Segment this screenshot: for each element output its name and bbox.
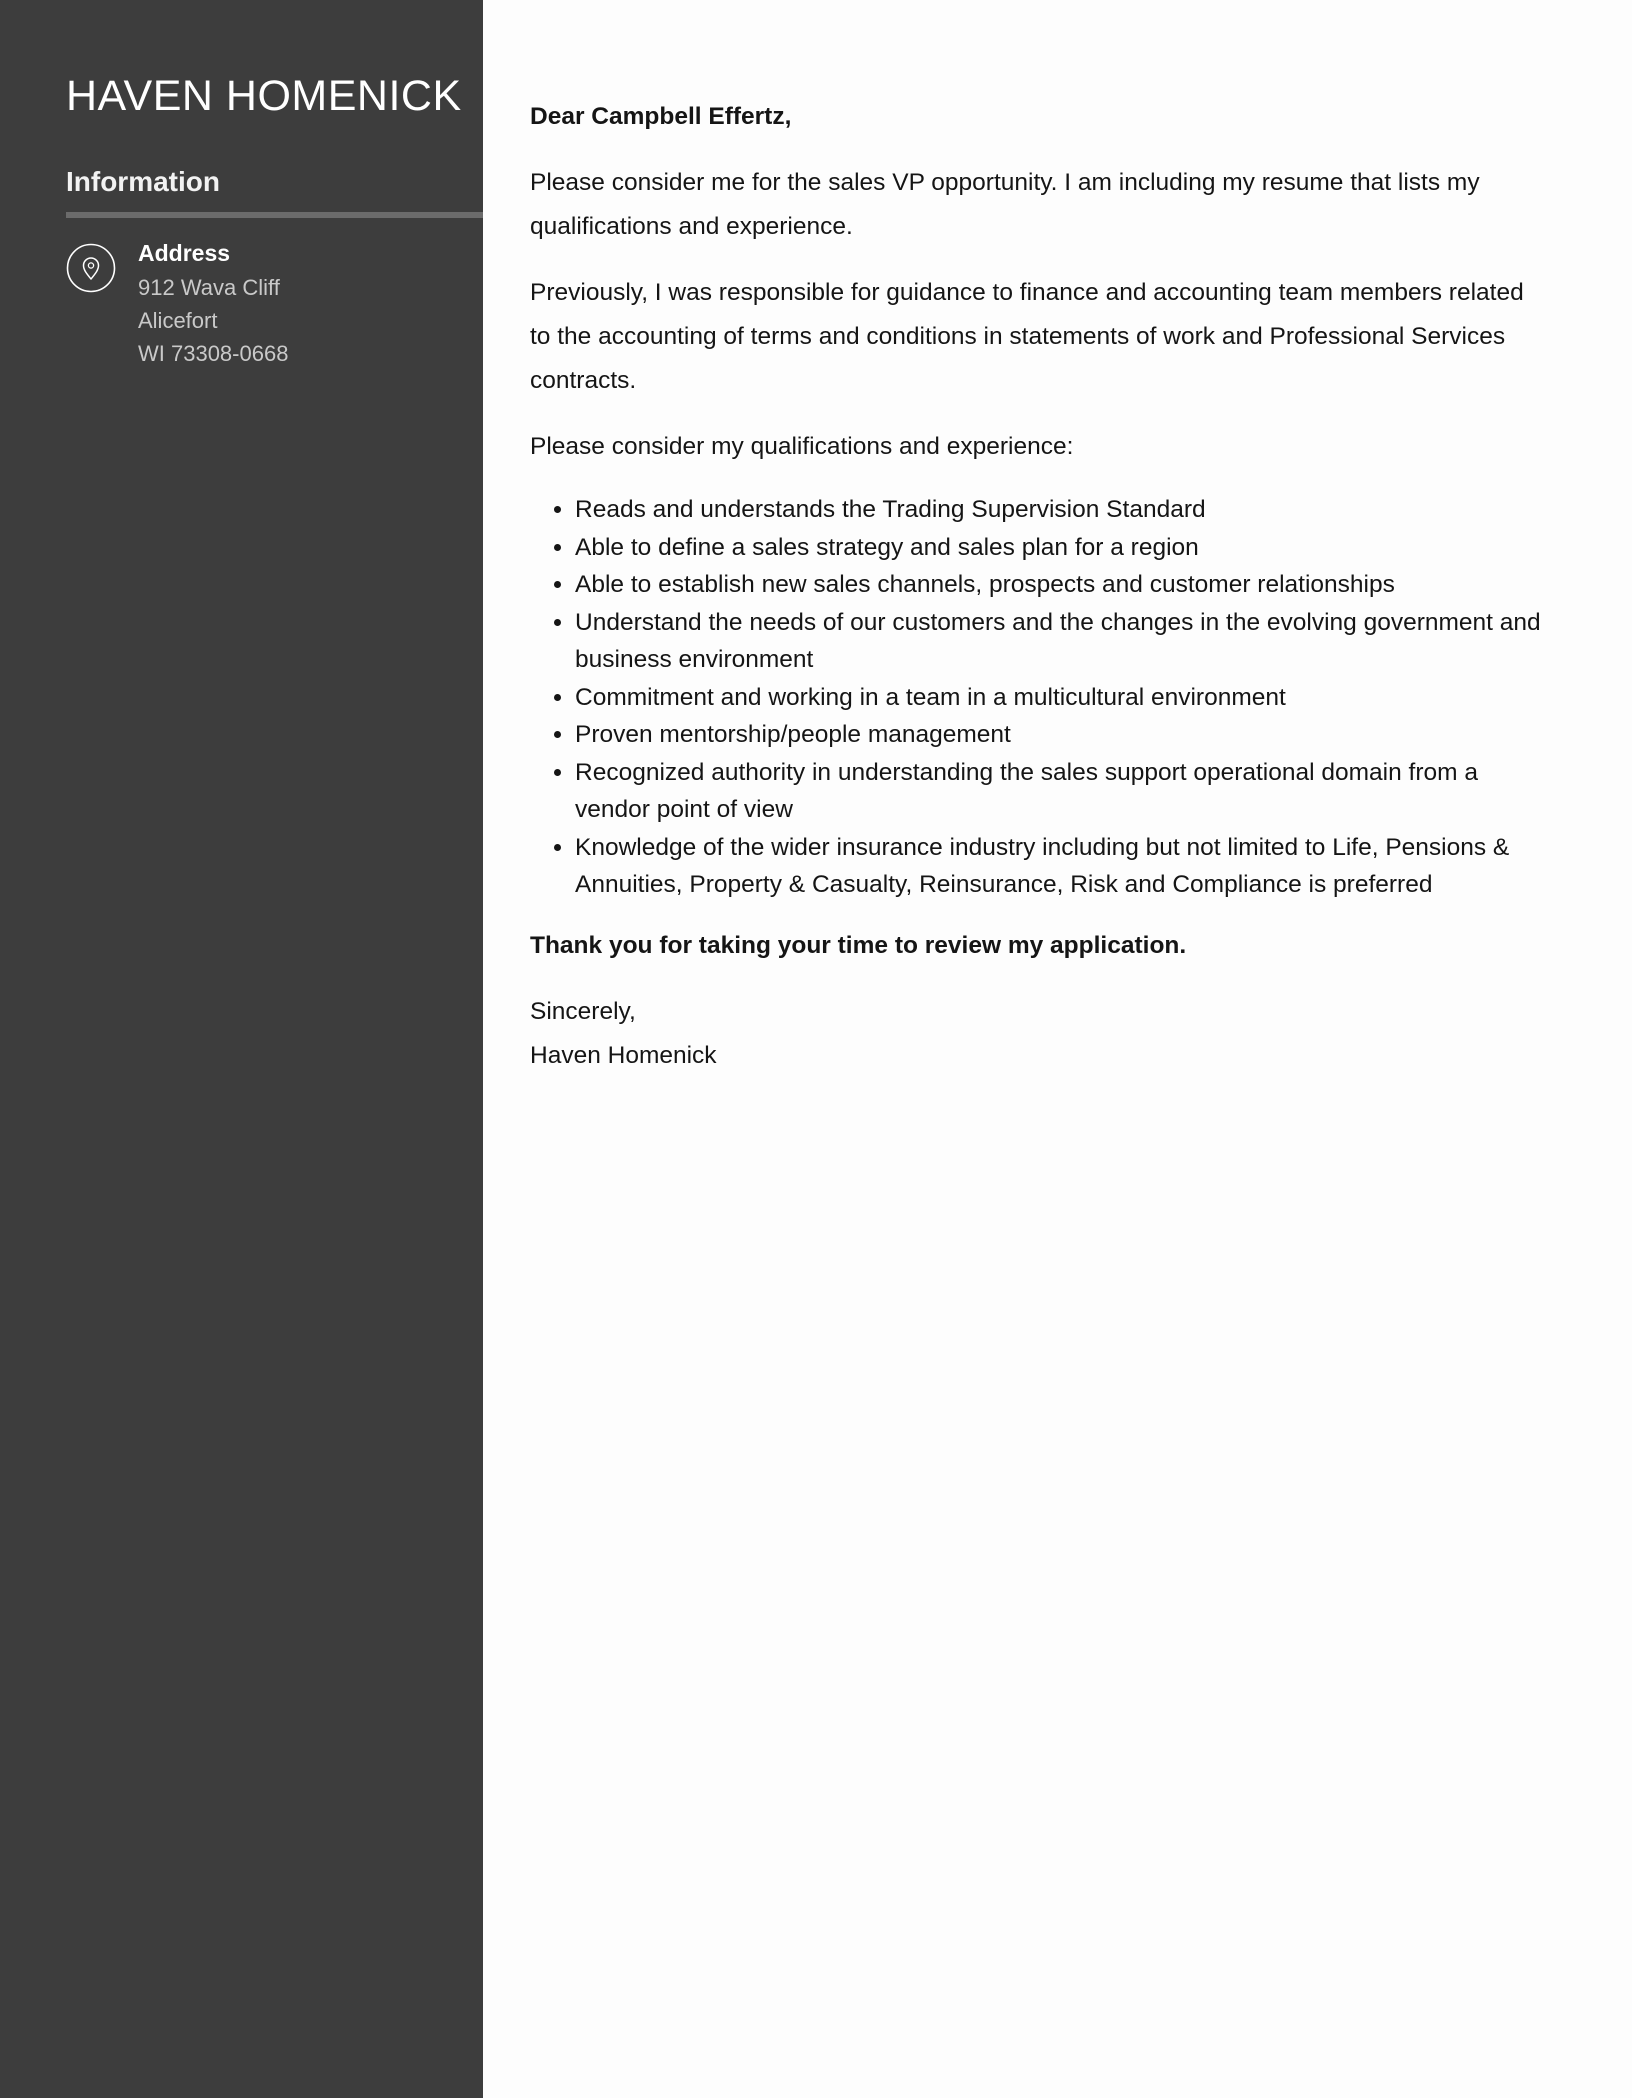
qualifications-intro: Please consider my qualifications and experience: bbox=[530, 433, 1074, 460]
letter-body bbox=[530, 95, 1550, 1078]
sidebar bbox=[0, 0, 483, 2098]
intro-paragraph: Please consider me for the sales VP opportunity. I am including my resume that lists my qualifications and experience. bbox=[530, 169, 1480, 240]
list-item: • Commitment and working in a team in a multicultural environment bbox=[575, 679, 1550, 717]
list-item: • Knowledge of the wider insurance industry including but not limited to Life, Pensions & Annuities, Property & Casualty, Reinsurance, Risk and Compliance is preferred bbox=[575, 829, 1550, 904]
experience-paragraph: Previously, I was responsible for guidance to finance and accounting team members related to the accounting of terms and conditions in statements of work and Professional Services contracts. bbox=[530, 279, 1524, 394]
list-item: • Reads and understands the Trading Supervision Standard bbox=[575, 491, 1550, 529]
address-label: Address bbox=[138, 240, 231, 266]
salutation: Dear Campbell Effertz, bbox=[530, 103, 792, 130]
closing-block bbox=[530, 990, 1550, 1078]
qualifications-list bbox=[530, 491, 1550, 904]
information-heading: Information bbox=[66, 166, 220, 197]
map-pin-icon bbox=[66, 243, 116, 293]
section-divider bbox=[66, 212, 483, 218]
signature-name: Haven Homenick bbox=[530, 1041, 717, 1069]
closing-phrase: Sincerely, bbox=[530, 997, 636, 1025]
address-line-region: WI 73308-0668 bbox=[138, 341, 289, 366]
address-block bbox=[138, 271, 288, 370]
list-item: • Able to define a sales strategy and sales plan for a region bbox=[575, 529, 1550, 567]
address-line-city: Alicefort bbox=[138, 308, 218, 333]
thank-you-line: Thank you for taking your time to review my application. bbox=[530, 931, 1187, 959]
list-item: • Proven mentorship/people management bbox=[575, 716, 1550, 754]
list-item: • Understand the needs of our customers and the changes in the evolving government and business environment bbox=[575, 604, 1550, 679]
list-item: • Able to establish new sales channels, prospects and customer relationships bbox=[575, 566, 1550, 604]
applicant-name: HAVEN HOMENICK bbox=[66, 72, 462, 120]
address-line-street: 912 Wava Cliff bbox=[138, 275, 280, 300]
list-item: • Recognized authority in understanding the sales support operational domain from a vendor point of view bbox=[575, 754, 1550, 829]
